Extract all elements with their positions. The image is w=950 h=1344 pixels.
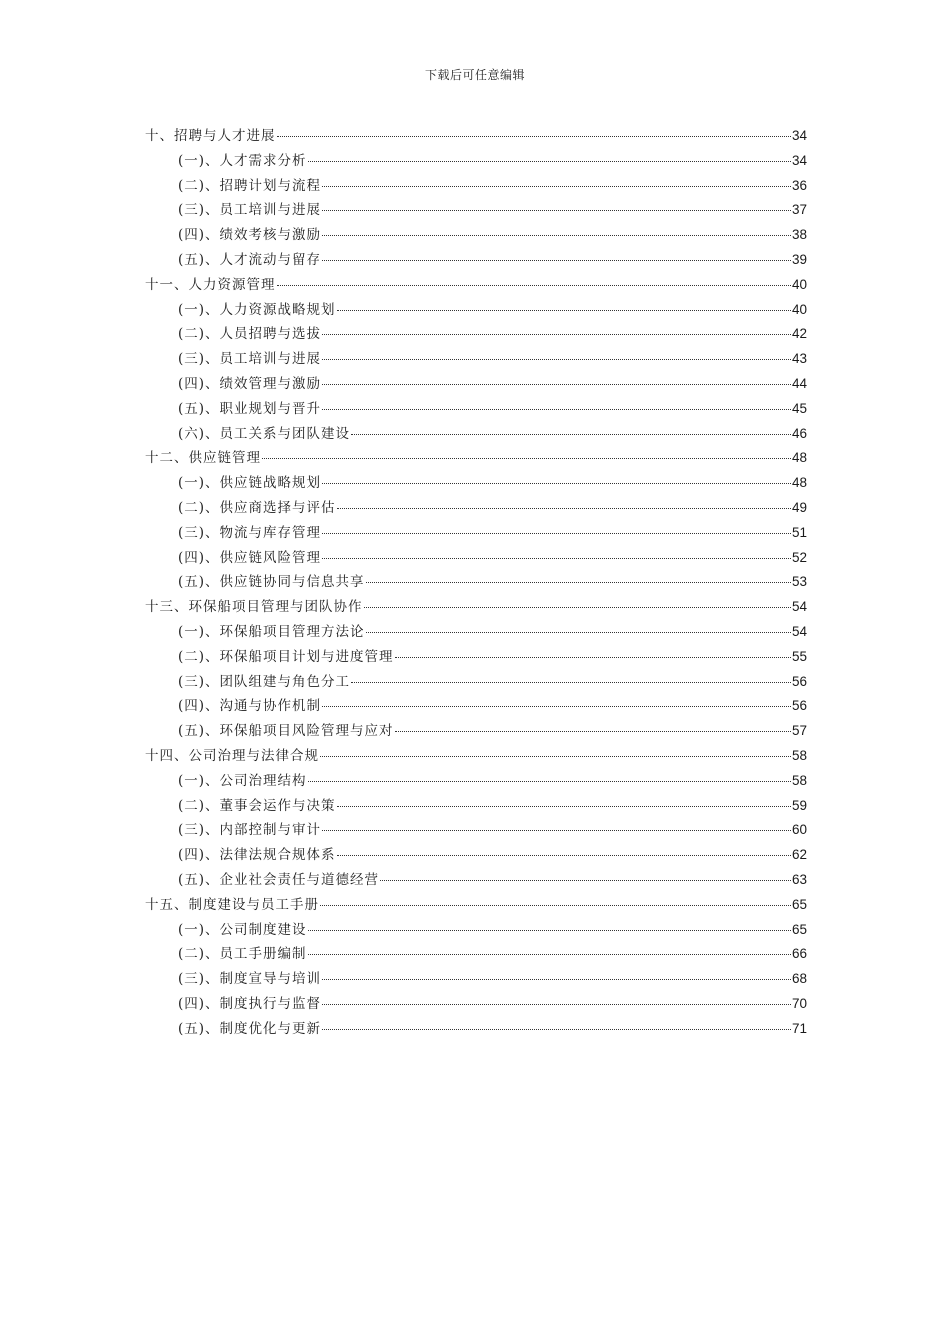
toc-dot-leader	[380, 880, 791, 881]
toc-chapter-entry[interactable]	[145, 124, 807, 149]
toc-page-number: 57	[791, 723, 807, 739]
toc-page-number: 37	[791, 202, 807, 218]
toc-entry-title: (二)、供应商选择与评估	[178, 499, 336, 516]
toc-entry-title: (五)、职业规划与晋升	[178, 400, 322, 417]
toc-entry-title: (一)、人力资源战略规划	[178, 301, 336, 318]
toc-page-number: 55	[791, 648, 807, 664]
toc-section-entry[interactable]	[145, 620, 807, 645]
toc-page-number: 42	[791, 326, 807, 342]
toc-dot-leader	[320, 756, 791, 757]
toc-section-entry[interactable]	[145, 818, 807, 843]
toc-entry-title: (四)、沟通与协作机制	[178, 698, 322, 715]
toc-dot-leader	[322, 533, 791, 534]
toc-page-number: 60	[791, 822, 807, 838]
toc-page-number: 48	[791, 475, 807, 491]
toc-page-number: 71	[791, 1020, 807, 1036]
toc-section-entry[interactable]	[145, 843, 807, 868]
table-of-contents	[145, 124, 807, 1041]
toc-page-number: 43	[791, 351, 807, 367]
toc-section-entry[interactable]	[145, 794, 807, 819]
toc-entry-title: (二)、环保船项目计划与进度管理	[178, 648, 394, 665]
toc-dot-leader	[322, 359, 791, 360]
toc-section-entry[interactable]	[145, 546, 807, 571]
toc-section-entry[interactable]	[145, 694, 807, 719]
toc-dot-leader	[277, 136, 791, 137]
toc-section-entry[interactable]	[145, 942, 807, 967]
toc-entry-title: (一)、人才需求分析	[178, 152, 307, 169]
toc-page-number: 58	[791, 747, 807, 763]
toc-entry-title: 十四、公司治理与法律合规	[145, 747, 319, 764]
toc-entry-title: (五)、制度优化与更新	[178, 1020, 322, 1037]
toc-entry-title: (三)、内部控制与审计	[178, 822, 322, 839]
toc-page-number: 54	[791, 623, 807, 639]
toc-page-number: 34	[791, 152, 807, 168]
toc-page-number: 49	[791, 499, 807, 515]
toc-dot-leader	[366, 582, 791, 583]
toc-dot-leader	[366, 632, 791, 633]
toc-dot-leader	[337, 855, 791, 856]
toc-entry-title: (五)、环保船项目风险管理与应对	[178, 723, 394, 740]
toc-page-number: 36	[791, 177, 807, 193]
page-header: 下载后可任意编辑	[424, 68, 525, 82]
toc-entry-title: (五)、供应链协同与信息共享	[178, 574, 365, 591]
toc-section-entry[interactable]	[145, 397, 807, 422]
toc-section-entry[interactable]	[145, 645, 807, 670]
toc-entry-title: (二)、董事会运作与决策	[178, 797, 336, 814]
toc-entry-title: (四)、绩效管理与激励	[178, 375, 322, 392]
toc-dot-leader	[322, 558, 791, 559]
toc-page-number: 39	[791, 251, 807, 267]
toc-dot-leader	[322, 334, 791, 335]
toc-section-entry[interactable]	[145, 918, 807, 943]
toc-entry-title: (二)、员工手册编制	[178, 946, 307, 963]
toc-page-number: 56	[791, 673, 807, 689]
toc-dot-leader	[322, 706, 791, 707]
toc-entry-title: (五)、人才流动与留存	[178, 251, 322, 268]
toc-dot-leader	[322, 830, 791, 831]
toc-page-number: 45	[791, 400, 807, 416]
toc-page-number: 40	[791, 301, 807, 317]
toc-page-number: 68	[791, 971, 807, 987]
toc-section-entry[interactable]	[145, 670, 807, 695]
toc-section-entry[interactable]	[145, 967, 807, 992]
toc-entry-title: (四)、法律法规合规体系	[178, 847, 336, 864]
toc-dot-leader	[322, 260, 791, 261]
toc-page-number: 58	[791, 772, 807, 788]
toc-dot-leader	[395, 657, 791, 658]
toc-section-entry[interactable]	[145, 868, 807, 893]
toc-entry-title: (三)、物流与库存管理	[178, 524, 322, 541]
toc-section-entry[interactable]	[145, 422, 807, 447]
toc-section-entry[interactable]	[145, 521, 807, 546]
toc-dot-leader	[351, 682, 791, 683]
toc-dot-leader	[322, 979, 791, 980]
toc-entry-title: (四)、绩效考核与激励	[178, 227, 322, 244]
toc-section-entry[interactable]	[145, 223, 807, 248]
toc-dot-leader	[320, 905, 791, 906]
toc-dot-leader	[364, 607, 791, 608]
toc-dot-leader	[395, 731, 791, 732]
toc-page-number: 63	[791, 871, 807, 887]
toc-section-entry[interactable]	[145, 248, 807, 273]
toc-entry-title: (六)、员工关系与团队建设	[178, 425, 351, 442]
toc-page-number: 44	[791, 375, 807, 391]
toc-entry-title: 十五、制度建设与员工手册	[145, 896, 319, 913]
toc-section-entry[interactable]	[145, 347, 807, 372]
toc-entry-title: (四)、制度执行与监督	[178, 995, 322, 1012]
toc-dot-leader	[322, 409, 791, 410]
toc-entry-title: 十三、环保船项目管理与团队协作	[145, 599, 363, 616]
toc-dot-leader	[337, 508, 791, 509]
toc-page-number: 62	[791, 847, 807, 863]
toc-section-entry[interactable]	[145, 149, 807, 174]
toc-page-number: 70	[791, 995, 807, 1011]
toc-entry-title: (一)、供应链战略规划	[178, 475, 322, 492]
toc-page-number: 56	[791, 698, 807, 714]
toc-section-entry[interactable]	[145, 496, 807, 521]
toc-section-entry[interactable]	[145, 570, 807, 595]
toc-page-number: 51	[791, 524, 807, 540]
toc-page-number: 40	[791, 276, 807, 292]
toc-entry-title: (五)、企业社会责任与道德经营	[178, 871, 380, 888]
toc-page-number: 65	[791, 896, 807, 912]
toc-page-number: 66	[791, 946, 807, 962]
toc-dot-leader	[322, 483, 791, 484]
toc-entry-title: (三)、团队组建与角色分工	[178, 673, 351, 690]
toc-chapter-entry[interactable]	[145, 273, 807, 298]
toc-section-entry[interactable]	[145, 769, 807, 794]
toc-section-entry[interactable]	[145, 322, 807, 347]
toc-chapter-entry[interactable]	[145, 595, 807, 620]
toc-section-entry[interactable]	[145, 174, 807, 199]
toc-entry-title: 十、招聘与人才进展	[145, 128, 276, 144]
toc-page-number: 53	[791, 574, 807, 590]
toc-dot-leader	[308, 781, 791, 782]
toc-page-number: 46	[791, 425, 807, 441]
toc-entry-title: (二)、人员招聘与选拔	[178, 326, 322, 343]
toc-entry-title: (三)、员工培训与进展	[178, 202, 322, 219]
toc-section-entry[interactable]	[145, 372, 807, 397]
toc-dot-leader	[322, 235, 791, 236]
toc-dot-leader	[322, 210, 791, 211]
toc-page-number: 48	[791, 450, 807, 466]
toc-dot-leader	[337, 806, 791, 807]
toc-section-entry[interactable]	[145, 198, 807, 223]
toc-section-entry[interactable]	[145, 719, 807, 744]
toc-page-number: 59	[791, 797, 807, 813]
toc-entry-title: (四)、供应链风险管理	[178, 549, 322, 566]
toc-page-number: 65	[791, 921, 807, 937]
toc-dot-leader	[322, 1004, 791, 1005]
toc-page-number: 54	[791, 599, 807, 615]
toc-dot-leader	[262, 458, 791, 459]
toc-page-number: 52	[791, 549, 807, 565]
toc-section-entry[interactable]	[145, 471, 807, 496]
toc-chapter-entry[interactable]	[145, 893, 807, 918]
toc-chapter-entry[interactable]	[145, 446, 807, 471]
toc-dot-leader	[277, 285, 791, 286]
toc-dot-leader	[308, 930, 791, 931]
toc-dot-leader	[308, 954, 791, 955]
toc-entry-title: (一)、公司制度建设	[178, 921, 307, 938]
toc-dot-leader	[351, 434, 791, 435]
toc-dot-leader	[322, 186, 791, 187]
toc-entry-title: 十一、人力资源管理	[145, 276, 276, 293]
toc-entry-title: 十二、供应链管理	[145, 450, 261, 467]
toc-entry-title: (三)、制度宣导与培训	[178, 971, 322, 988]
toc-dot-leader	[322, 384, 791, 385]
toc-section-entry[interactable]	[145, 992, 807, 1017]
toc-entry-title: (二)、招聘计划与流程	[178, 177, 322, 194]
toc-page-number: 38	[791, 227, 807, 243]
toc-entry-title: (三)、员工培训与进展	[178, 351, 322, 368]
toc-entry-title: (一)、环保船项目管理方法论	[178, 623, 365, 640]
toc-section-entry[interactable]	[145, 1017, 807, 1042]
toc-section-entry[interactable]	[145, 298, 807, 323]
toc-dot-leader	[308, 161, 791, 162]
toc-dot-leader	[337, 310, 791, 311]
toc-entry-title: (一)、公司治理结构	[178, 772, 307, 789]
toc-dot-leader	[322, 1029, 791, 1030]
toc-chapter-entry[interactable]	[145, 744, 807, 769]
toc-page-number: 34	[791, 128, 807, 143]
